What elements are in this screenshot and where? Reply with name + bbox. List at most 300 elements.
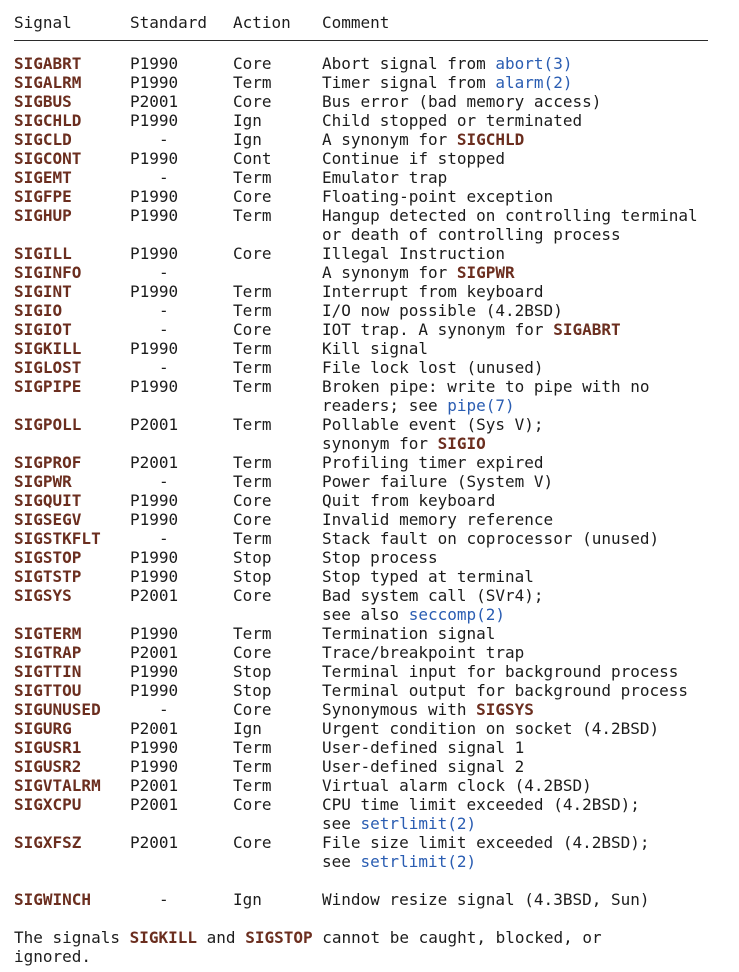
action-value: Core <box>233 491 272 510</box>
comment-text: Trace/breakpoint trap <box>322 643 525 662</box>
action-value: Term <box>233 206 272 225</box>
comment-text: synonym for <box>322 434 438 453</box>
comment-line <box>322 320 739 339</box>
comment-line <box>322 833 739 852</box>
signal-name: SIGQUIT <box>14 491 82 510</box>
comment-text: Abort signal from <box>322 54 496 73</box>
comment-line <box>322 282 739 301</box>
table-row <box>14 282 739 301</box>
comment-text: Termination signal <box>322 624 496 643</box>
table-row <box>14 757 739 776</box>
standard-value: - <box>159 358 169 377</box>
comment-line <box>322 263 739 282</box>
table-row <box>14 339 739 358</box>
table-row <box>14 700 739 719</box>
standard-value: P2001 <box>130 92 179 111</box>
comment-cell <box>322 662 739 681</box>
action-value: Term <box>233 339 272 358</box>
action-value: Core <box>233 833 272 852</box>
comment-text: Broken pipe: write to pipe with no <box>322 377 650 396</box>
action-value: Term <box>233 757 272 776</box>
comment-text: Child stopped or terminated <box>322 111 583 130</box>
standard-value: P2001 <box>130 643 179 662</box>
standard-value: P1990 <box>130 662 179 681</box>
signal-name: SIGUNUSED <box>14 700 101 719</box>
comment-text: IOT trap. A synonym for <box>322 320 554 339</box>
action-value: Term <box>233 73 272 92</box>
table-header-row <box>14 13 739 32</box>
action-value: Term <box>233 415 272 434</box>
comment-line <box>322 301 739 320</box>
table-row <box>14 206 739 244</box>
comment-line <box>322 358 739 377</box>
table-row <box>14 244 739 263</box>
action-value: Stop <box>233 567 272 586</box>
comment-line <box>322 567 739 586</box>
comment-line <box>322 681 739 700</box>
signal-name: SIGBUS <box>14 92 72 111</box>
comment-line <box>322 510 739 529</box>
standard-value: P1990 <box>130 244 179 263</box>
signal-table-body <box>14 54 739 909</box>
comment-line <box>322 643 739 662</box>
comment-text: Stop process <box>322 548 438 567</box>
signal-reference: SIGSTOP <box>245 928 313 947</box>
signal-name: SIGPOLL <box>14 415 82 434</box>
comment-text: Interrupt from keyboard <box>322 282 544 301</box>
comment-line <box>322 491 739 510</box>
comment-line <box>322 187 739 206</box>
comment-text: see also <box>322 605 409 624</box>
comment-line <box>322 586 739 605</box>
comment-line <box>322 624 739 643</box>
signal-name: SIGSTKFLT <box>14 529 101 548</box>
comment-text: Stack fault on coprocessor (unused) <box>322 529 660 548</box>
action-value: Ign <box>233 890 262 909</box>
comment-text: Timer signal from <box>322 73 496 92</box>
comment-text: see <box>322 852 361 871</box>
table-row <box>14 168 739 187</box>
footer-line <box>14 947 739 966</box>
standard-value: P2001 <box>130 453 179 472</box>
comment-line <box>322 453 739 472</box>
action-value: Stop <box>233 662 272 681</box>
man-page-link[interactable]: setrlimit(2) <box>360 814 477 833</box>
standard-value: P2001 <box>130 776 179 795</box>
signal-name: SIGCLD <box>14 130 72 149</box>
comment-text: or death of controlling process <box>322 225 621 244</box>
comment-text: Quit from keyboard <box>322 491 496 510</box>
comment-cell <box>322 776 739 795</box>
comment-cell <box>322 149 739 168</box>
standard-value: P1990 <box>130 149 179 168</box>
table-row <box>14 833 739 871</box>
comment-text: cannot be caught, blocked, or <box>312 928 602 947</box>
signal-reference: SIGPWR <box>456 263 515 282</box>
comment-cell <box>322 415 739 453</box>
table-row <box>14 719 739 738</box>
comment-cell <box>322 624 739 643</box>
table-row <box>14 187 739 206</box>
signal-name: SIGTTOU <box>14 681 82 700</box>
standard-value: - <box>159 890 169 909</box>
action-value: Core <box>233 510 272 529</box>
action-value: Term <box>233 282 272 301</box>
signal-name: SIGPWR <box>14 472 72 491</box>
standard-value: P2001 <box>130 833 179 852</box>
comment-line <box>322 472 739 491</box>
table-row <box>14 415 739 453</box>
comment-cell <box>322 263 739 282</box>
standard-value: P1990 <box>130 282 179 301</box>
signal-name: SIGIOT <box>14 320 72 339</box>
comment-line <box>322 73 739 92</box>
comment-line <box>322 890 739 909</box>
comment-text: The signals <box>14 928 130 947</box>
standard-value: P2001 <box>130 795 179 814</box>
comment-text: Hangup detected on controlling terminal <box>322 206 698 225</box>
comment-line <box>322 852 739 871</box>
table-row <box>14 890 739 909</box>
signal-name: SIGURG <box>14 719 72 738</box>
standard-value: P1990 <box>130 510 179 529</box>
standard-value: - <box>159 168 169 187</box>
signal-name: SIGFPE <box>14 187 72 206</box>
action-value: Stop <box>233 548 272 567</box>
comment-cell <box>322 491 739 510</box>
comment-cell <box>322 244 739 263</box>
standard-value: P1990 <box>130 681 179 700</box>
signal-name: SIGABRT <box>14 54 82 73</box>
comment-text: and <box>197 928 246 947</box>
signal-name: SIGXCPU <box>14 795 82 814</box>
comment-line <box>322 168 739 187</box>
comment-line <box>322 719 739 738</box>
signal-name: SIGSEGV <box>14 510 82 529</box>
comment-text: Profiling timer expired <box>322 453 544 472</box>
signal-name: SIGTERM <box>14 624 82 643</box>
action-value: Core <box>233 643 272 662</box>
table-row <box>14 453 739 472</box>
comment-line <box>322 149 739 168</box>
standard-value: P1990 <box>130 757 179 776</box>
comment-line <box>322 130 739 149</box>
action-value: Core <box>233 92 272 111</box>
column-header-standard: Standard <box>130 13 208 32</box>
comment-line <box>322 415 739 434</box>
signal-name: SIGVTALRM <box>14 776 101 795</box>
comment-cell <box>322 206 739 244</box>
standard-value: P2001 <box>130 415 179 434</box>
comment-cell <box>322 453 739 472</box>
comment-cell <box>322 282 739 301</box>
signal-name: SIGSTOP <box>14 548 82 567</box>
signal-name: SIGPROF <box>14 453 82 472</box>
footer-note <box>14 928 739 966</box>
comment-text: Kill signal <box>322 339 428 358</box>
comment-line <box>322 111 739 130</box>
signal-name: SIGTTIN <box>14 662 82 681</box>
action-value: Term <box>233 472 272 491</box>
comment-cell <box>322 130 739 149</box>
signal-name: SIGILL <box>14 244 72 263</box>
comment-cell <box>322 681 739 700</box>
table-row <box>14 111 739 130</box>
comment-cell <box>322 700 739 719</box>
comment-text: Continue if stopped <box>322 149 506 168</box>
comment-cell <box>322 358 739 377</box>
comment-text: Emulator trap <box>322 168 448 187</box>
table-row <box>14 548 739 567</box>
comment-cell <box>322 320 739 339</box>
signal-name: SIGINFO <box>14 263 82 282</box>
comment-text: A synonym for <box>322 263 457 282</box>
signal-reference: SIGSYS <box>476 700 534 719</box>
table-row <box>14 73 739 92</box>
action-value: Core <box>233 187 272 206</box>
action-value: Term <box>233 738 272 757</box>
comment-line <box>322 700 739 719</box>
signal-reference: SIGABRT <box>553 320 621 339</box>
comment-cell <box>322 757 739 776</box>
standard-value: - <box>159 130 169 149</box>
man-page-link[interactable]: setrlimit(2) <box>360 852 477 871</box>
table-row <box>14 510 739 529</box>
man-page-link[interactable]: seccomp(2) <box>408 605 506 624</box>
action-value: Core <box>233 54 272 73</box>
table-row <box>14 795 739 833</box>
comment-line <box>322 776 739 795</box>
standard-value: P1990 <box>130 73 179 92</box>
table-row <box>14 624 739 643</box>
action-value: Term <box>233 301 272 320</box>
standard-value: - <box>159 301 169 320</box>
action-value: Cont <box>233 149 272 168</box>
comment-line <box>322 225 739 244</box>
signal-name: SIGIO <box>14 301 63 320</box>
comment-cell <box>322 738 739 757</box>
table-row <box>14 662 739 681</box>
standard-value: P1990 <box>130 187 179 206</box>
table-row <box>14 776 739 795</box>
signal-name: SIGUSR1 <box>14 738 82 757</box>
table-row <box>14 92 739 111</box>
comment-cell <box>322 54 739 73</box>
signal-name: SIGALRM <box>14 73 82 92</box>
action-value: Ign <box>233 719 262 738</box>
comment-text: CPU time limit exceeded (4.2BSD); <box>322 795 640 814</box>
signal-name: SIGXFSZ <box>14 833 82 852</box>
action-value: Stop <box>233 681 272 700</box>
column-header-action: Action <box>233 13 291 32</box>
comment-cell <box>322 795 739 833</box>
comment-line <box>322 757 739 776</box>
table-row <box>14 472 739 491</box>
comment-line <box>322 396 739 415</box>
standard-value: P2001 <box>130 719 179 738</box>
table-row <box>14 54 739 73</box>
standard-value: P1990 <box>130 339 179 358</box>
standard-value: P1990 <box>130 206 179 225</box>
action-value: Term <box>233 358 272 377</box>
comment-cell <box>322 510 739 529</box>
comment-line <box>322 529 739 548</box>
standard-value: - <box>159 700 169 719</box>
standard-value: P1990 <box>130 54 179 73</box>
comment-line <box>322 339 739 358</box>
table-row <box>14 529 739 548</box>
man-page-link[interactable]: alarm(2) <box>495 73 573 92</box>
comment-text: Virtual alarm clock (4.2BSD) <box>322 776 592 795</box>
column-header-signal: Signal <box>14 13 72 32</box>
comment-text: A synonym for <box>322 130 457 149</box>
signal-name: SIGINT <box>14 282 72 301</box>
comment-line <box>322 206 739 225</box>
standard-value: - <box>159 472 169 491</box>
comment-line <box>322 738 739 757</box>
action-value: Core <box>233 320 272 339</box>
table-row <box>14 643 739 662</box>
footer-line <box>14 928 739 947</box>
comment-line <box>322 92 739 111</box>
action-value: Ign <box>233 111 262 130</box>
standard-value: - <box>159 263 169 282</box>
standard-value: - <box>159 529 169 548</box>
standard-value: P1990 <box>130 491 179 510</box>
comment-cell <box>322 719 739 738</box>
table-row <box>14 301 739 320</box>
table-row <box>14 377 739 415</box>
comment-cell <box>322 111 739 130</box>
signal-name: SIGPIPE <box>14 377 82 396</box>
signal-name: SIGLOST <box>14 358 82 377</box>
comment-text: see <box>322 814 361 833</box>
table-row <box>14 586 739 624</box>
comment-cell <box>322 586 739 624</box>
man-page-link[interactable]: abort(3) <box>495 54 573 73</box>
action-value: Ign <box>233 130 262 149</box>
comment-cell <box>322 73 739 92</box>
comment-line <box>322 54 739 73</box>
action-value: Term <box>233 776 272 795</box>
comment-line <box>322 605 739 624</box>
table-row <box>14 149 739 168</box>
signal-name: SIGCHLD <box>14 111 82 130</box>
action-value: Core <box>233 244 272 263</box>
action-value: Term <box>233 453 272 472</box>
comment-cell <box>322 377 739 415</box>
comment-line <box>322 377 739 396</box>
table-row <box>14 681 739 700</box>
comment-text: readers; see <box>322 396 448 415</box>
table-row <box>14 567 739 586</box>
signal-name: SIGUSR2 <box>14 757 82 776</box>
comment-line <box>322 244 739 263</box>
comment-text: Stop typed at terminal <box>322 567 534 586</box>
comment-text: User-defined signal 1 <box>322 738 525 757</box>
signal-name: SIGEMT <box>14 168 72 187</box>
comment-line <box>322 434 739 453</box>
comment-cell <box>322 567 739 586</box>
action-value: Core <box>233 586 272 605</box>
header-rule <box>14 40 708 41</box>
signal-name: SIGSYS <box>14 586 72 605</box>
comment-cell <box>322 168 739 187</box>
comment-text: Illegal Instruction <box>322 244 506 263</box>
signal-reference: SIGKILL <box>129 928 198 947</box>
comment-cell <box>322 833 739 871</box>
signal-name: SIGKILL <box>14 339 82 358</box>
table-row <box>14 738 739 757</box>
comment-text: Terminal output for background process <box>322 681 689 700</box>
action-value: Term <box>233 168 272 187</box>
comment-text: Synonymous with <box>322 700 477 719</box>
comment-line <box>322 814 739 833</box>
table-row <box>14 358 739 377</box>
comment-text: Invalid memory reference <box>322 510 554 529</box>
comment-line <box>322 662 739 681</box>
comment-text: Terminal input for background process <box>322 662 679 681</box>
comment-cell <box>322 92 739 111</box>
comment-cell <box>322 187 739 206</box>
standard-value: P1990 <box>130 567 179 586</box>
man-page-link[interactable]: pipe(7) <box>447 396 515 415</box>
comment-text: User-defined signal 2 <box>322 757 525 776</box>
signal-name: SIGWINCH <box>14 890 92 909</box>
comment-text: Power failure (System V) <box>322 472 554 491</box>
comment-line <box>322 548 739 567</box>
comment-text: ignored. <box>14 947 92 966</box>
comment-cell <box>322 643 739 662</box>
comment-text: File lock lost (unused) <box>322 358 544 377</box>
standard-value: P1990 <box>130 377 179 396</box>
signal-name: SIGTSTP <box>14 567 82 586</box>
signal-reference: SIGCHLD <box>456 130 525 149</box>
comment-text: File size limit exceeded (4.2BSD); <box>322 833 650 852</box>
table-row <box>14 130 739 149</box>
standard-value: P2001 <box>130 586 179 605</box>
comment-cell <box>322 548 739 567</box>
comment-text: I/O now possible (4.2BSD) <box>322 301 563 320</box>
comment-cell <box>322 339 739 358</box>
comment-cell <box>322 529 739 548</box>
action-value: Term <box>233 377 272 396</box>
standard-value: P1990 <box>130 624 179 643</box>
column-header-comment: Comment <box>322 13 390 32</box>
action-value: Term <box>233 624 272 643</box>
comment-cell <box>322 890 739 909</box>
comment-text: Urgent condition on socket (4.2BSD) <box>322 719 660 738</box>
comment-text: Floating-point exception <box>322 187 554 206</box>
comment-cell <box>322 301 739 320</box>
comment-cell <box>322 472 739 491</box>
signal-name: SIGHUP <box>14 206 72 225</box>
signal-name: SIGCONT <box>14 149 82 168</box>
action-value: Term <box>233 529 272 548</box>
standard-value: P1990 <box>130 548 179 567</box>
action-value: Core <box>233 795 272 814</box>
signal-name: SIGTRAP <box>14 643 82 662</box>
standard-value: P1990 <box>130 111 179 130</box>
comment-text: Pollable event (Sys V); <box>322 415 544 434</box>
table-row <box>14 263 739 282</box>
signal-reference: SIGIO <box>437 434 486 453</box>
standard-value: P1990 <box>130 738 179 757</box>
comment-text: Bus error (bad memory access) <box>322 92 602 111</box>
comment-text: Bad system call (SVr4); <box>322 586 544 605</box>
comment-text: Window resize signal (4.3BSD, Sun) <box>322 890 650 909</box>
action-value: Core <box>233 700 272 719</box>
